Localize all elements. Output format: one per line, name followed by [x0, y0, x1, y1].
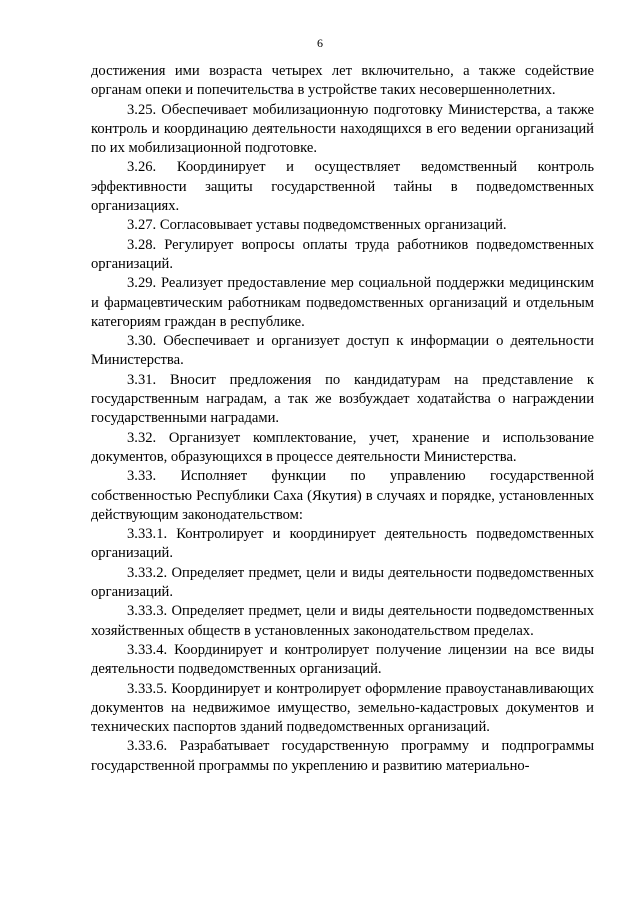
paragraph-3-26: 3.26. Координирует и осуществляет ведомственный контроль эффективности защиты государственной тайны в подведомственных организациях.	[91, 159, 594, 215]
paragraph-3-33-1: 3.33.1. Контролирует и координирует деятельность подведомственных организаций.	[91, 526, 594, 562]
paragraph-3-27: 3.27. Согласовывает уставы подведомственных организаций.	[127, 217, 507, 234]
paragraph-3-29: 3.29. Реализует предоставление мер социальной поддержки медицинским и фармацевтическим работникам подведомственных организаций и отдельным категориям граждан в республике.	[91, 275, 594, 330]
paragraph-3-31: 3.31. Вносит предложения по кандидатурам на представление к государственным наградам, а так же возбуждает ходатайства о награждении государственными наградами.	[91, 371, 594, 427]
paragraph-3-25: 3.25. Обеспечивает мобилизационную подготовку Министерства, а также контроль и координацию деятельности находящихся в его ведении организаций по их мобилизационной подготовке.	[91, 101, 594, 157]
paragraph-3-32: 3.32. Организует комплектование, учет, хранение и использование документов, образующихся в процессе деятельности Министерства.	[91, 429, 594, 465]
paragraph-3-28: 3.28. Регулирует вопросы оплаты труда работников подведомственных организаций.	[91, 236, 594, 272]
paragraph-continuation: достижения ими возраста четырех лет включительно, а также содействие органам опеки и попечительства в устройстве таких несовершеннолетних.	[91, 63, 594, 99]
paragraph-3-33-4: 3.33.4. Координирует и контролирует получение лицензии на все виды деятельности подведомственных организаций.	[91, 641, 594, 678]
paragraph-3-33-6: 3.33.6. Разрабатывает государственную программу и подпрограммы государственной программы по укреплению и развитию материально-	[91, 738, 594, 774]
document-body	[91, 62, 594, 776]
paragraph-3-33: 3.33. Исполняет функции по управлению государственной собственностью Республики Саха (Якутия) в случаях и порядке, установленных действующим законодательством:	[91, 468, 594, 523]
page-number: 6	[317, 36, 323, 50]
paragraph-3-33-2: 3.33.2. Определяет предмет, цели и виды деятельности подведомственных организаций.	[91, 564, 594, 601]
paragraph-3-33-3: 3.33.3. Определяет предмет, цели и виды деятельности подведомственных хозяйственных обществ в установленных законодательством пределах.	[91, 603, 594, 639]
paragraph-3-33-5: 3.33.5. Координирует и контролирует оформление правоустанавливающих документов на недвижимое имущество, земельно-кадастровых документов и технических паспортов зданий подведомственных организаций.	[91, 680, 594, 736]
paragraph-3-30: 3.30. Обеспечивает и организует доступ к информации о деятельности Министерства.	[91, 333, 594, 369]
